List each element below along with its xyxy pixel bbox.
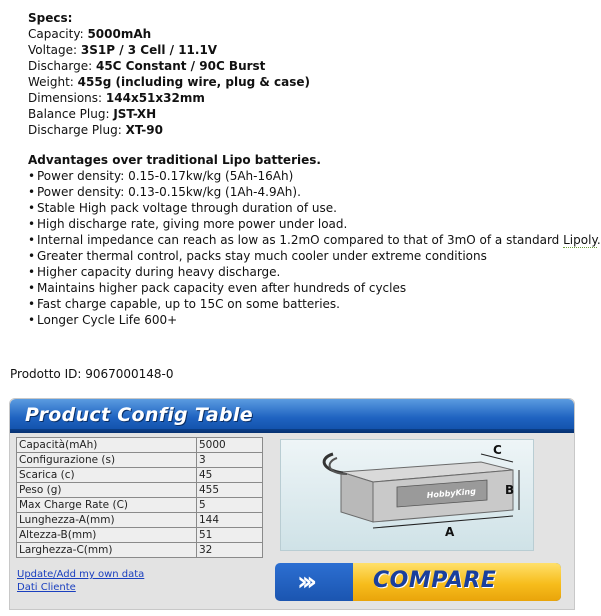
spec-label: Capacity: [28, 27, 88, 41]
advantage-item [28, 184, 601, 200]
spec-value: 455g (including wire, plug & case) [77, 75, 311, 89]
compare-button[interactable] [275, 563, 561, 601]
config-links [17, 568, 144, 594]
specs-heading: Specs: [28, 11, 73, 25]
table-row [17, 483, 263, 498]
bullet: • [28, 265, 36, 279]
bullet: • [28, 249, 36, 263]
config-value: 5000 [197, 438, 263, 453]
spec-dimensions [28, 90, 310, 106]
dimension-label-c: C [493, 443, 502, 457]
bullet: • [28, 281, 36, 295]
customer-data-link[interactable]: Dati Cliente [17, 582, 76, 593]
advantage-text: Higher capacity during heavy discharge. [37, 265, 281, 279]
advantage-item [28, 264, 601, 280]
advantage-text: Longer Cycle Life 600+ [37, 313, 178, 327]
spellcheck-word: Lipoly [563, 233, 597, 247]
panel-title: Product Config Table [25, 404, 253, 426]
advantage-item [28, 200, 601, 216]
config-key: Scarica (c) [17, 468, 197, 483]
table-row [17, 453, 263, 468]
chevrons-icon: ››› [297, 567, 312, 597]
table-row [17, 528, 263, 543]
spec-voltage [28, 42, 310, 58]
update-data-link[interactable]: Update/Add my own data [17, 569, 145, 580]
bullet: • [28, 185, 36, 199]
dimension-label-a: A [445, 525, 455, 539]
bullet: • [28, 233, 36, 247]
compare-label: COMPARE [373, 568, 497, 593]
brand-text: HobbyKing [426, 486, 477, 500]
config-table [16, 437, 263, 558]
config-key: Max Charge Rate (C) [17, 498, 197, 513]
advantage-item [28, 280, 601, 296]
table-row [17, 513, 263, 528]
config-value: 51 [197, 528, 263, 543]
advantage-text: Internal impedance can reach as low as 1.2mO compared to that of 3mO of a standard [37, 233, 564, 247]
config-key: Altezza-B(mm) [17, 528, 197, 543]
spec-capacity [28, 26, 310, 42]
spec-value: 5000mAh [87, 27, 152, 41]
advantage-text-end: . [596, 233, 601, 247]
dimension-label-b: B [505, 483, 515, 497]
advantage-item [28, 232, 601, 248]
table-row [17, 468, 263, 483]
table-row [17, 498, 263, 513]
bullet: • [28, 297, 36, 311]
bullet: • [28, 201, 36, 215]
product-id: Prodotto ID: 9067000148-0 [10, 367, 174, 381]
advantage-text: Fast charge capable, up to 15C on some batteries. [37, 297, 340, 311]
advantage-item [28, 312, 601, 328]
spec-discharge-plug [28, 122, 310, 138]
config-key: Larghezza-C(mm) [17, 543, 197, 558]
bullet: • [28, 313, 36, 327]
spec-value: JST-XH [113, 107, 157, 121]
advantage-text: Maintains higher pack capacity even after hundreds of cycles [37, 281, 407, 295]
spec-value: 45C Constant / 90C Burst [95, 59, 266, 73]
config-value: 45 [197, 468, 263, 483]
spec-label: Discharge: [28, 59, 96, 73]
advantage-text: Stable High pack voltage through duration of use. [37, 201, 337, 215]
advantage-item [28, 296, 601, 312]
spec-discharge [28, 58, 310, 74]
product-config-panel [9, 398, 575, 610]
advantages-section [28, 152, 601, 328]
config-key: Peso (g) [17, 483, 197, 498]
config-value: 32 [197, 543, 263, 558]
config-value: 5 [197, 498, 263, 513]
advantage-text: Power density: 0.13-0.15kw/kg (1Ah-4.9Ah). [37, 185, 301, 199]
panel-header [10, 399, 574, 433]
spec-label: Voltage: [28, 43, 81, 57]
spec-balance-plug [28, 106, 310, 122]
config-value: 455 [197, 483, 263, 498]
config-key: Lunghezza-A(mm) [17, 513, 197, 528]
advantages-heading: Advantages over traditional Lipo batteries. [28, 153, 321, 167]
advantage-item [28, 248, 601, 264]
bullet: • [28, 217, 36, 231]
specs-section [28, 10, 310, 138]
battery-diagram-graphic [281, 440, 533, 550]
config-key: Capacità(mAh) [17, 438, 197, 453]
spec-label: Weight: [28, 75, 78, 89]
advantage-item [28, 216, 601, 232]
spec-value: 3S1P / 3 Cell / 11.1V [80, 43, 218, 57]
spec-value: 144x51x32mm [105, 91, 205, 105]
config-key: Configurazione (s) [17, 453, 197, 468]
advantage-item [28, 168, 601, 184]
spec-weight [28, 74, 310, 90]
advantage-text: High discharge rate, giving more power under load. [37, 217, 348, 231]
spec-label: Discharge Plug: [28, 123, 126, 137]
config-value: 144 [197, 513, 263, 528]
bullet: • [28, 169, 36, 183]
table-row [17, 543, 263, 558]
advantage-text: Greater thermal control, packs stay much cooler under extreme conditions [37, 249, 487, 263]
spec-label: Balance Plug: [28, 107, 114, 121]
advantage-text: Power density: 0.15-0.17kw/kg (5Ah-16Ah) [37, 169, 294, 183]
table-row [17, 438, 263, 453]
spec-label: Dimensions: [28, 91, 106, 105]
spec-value: XT-90 [125, 123, 163, 137]
battery-diagram [280, 439, 534, 551]
config-value: 3 [197, 453, 263, 468]
